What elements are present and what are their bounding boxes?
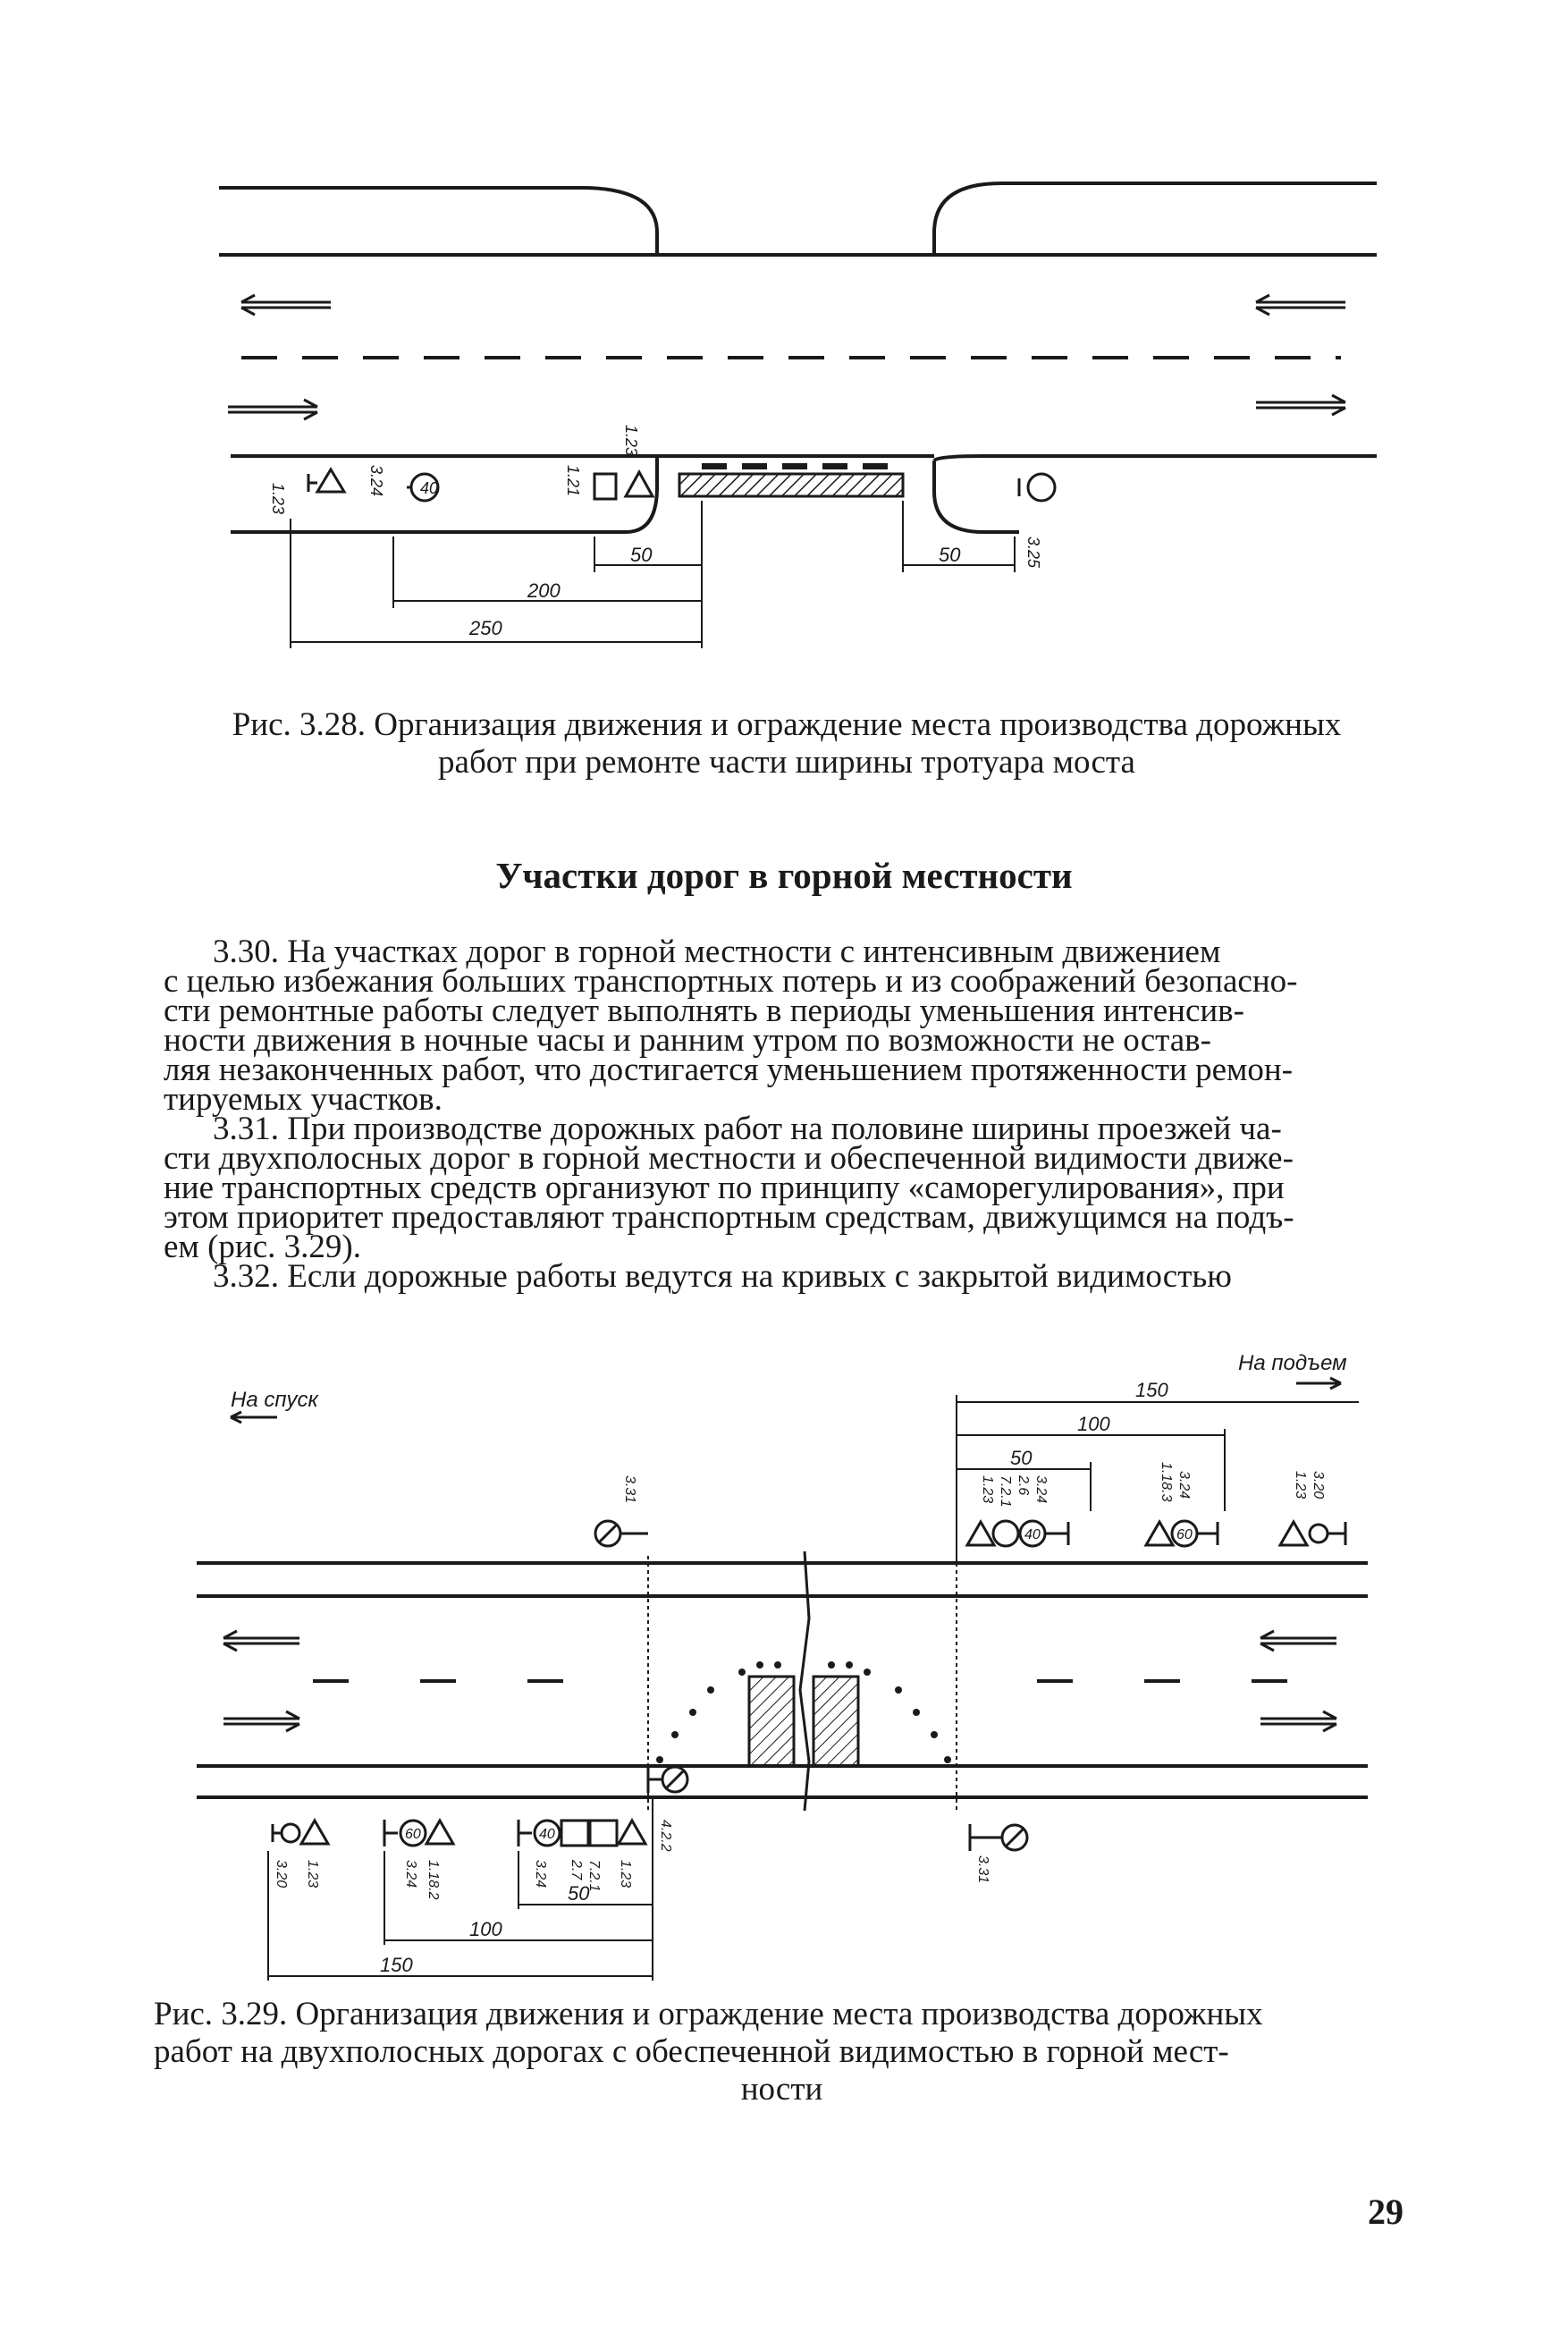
text-line: 3.31. При производстве дорожных работ на половине ширины проезжей ча-: [213, 1111, 1282, 1147]
svg-text:200: 200: [527, 579, 561, 602]
figure-3-28-caption: [152, 706, 1421, 782]
work-zone-right: [814, 1677, 858, 1766]
svg-text:3.24: 3.24: [403, 1860, 418, 1888]
text-line: ности движения в ночные часы и ранним утром по возможности не остав-: [164, 1022, 1211, 1059]
speed-limit-40: 40: [420, 479, 439, 497]
caption-line: работ на двухполосных дорогах с обеспеченной видимостью в горной мест-: [154, 2033, 1229, 2070]
dimension-labels: [468, 544, 961, 639]
work-zone-left: [749, 1677, 794, 1766]
svg-text:1.23: 1.23: [618, 1860, 633, 1888]
figure-3-29-caption: [154, 1996, 1410, 2108]
svg-text:250: 250: [469, 617, 502, 639]
svg-text:100: 100: [1077, 1413, 1110, 1435]
work-zone-hatched: [679, 474, 903, 496]
svg-text:1.21: 1.21: [564, 465, 582, 497]
svg-text:3.20: 3.20: [1311, 1471, 1326, 1500]
direction-up-label: На подъем: [1238, 1351, 1347, 1375]
direction-up-arrow: [1296, 1378, 1341, 1389]
svg-text:2.6: 2.6: [1016, 1475, 1031, 1496]
text-line: 3.30. На участках дорог в горной местности с интенсивным движением: [213, 934, 1221, 970]
text-line: с целью избежания больших транспортных потерь и из соображений безопасно-: [164, 963, 1298, 1000]
svg-text:1.23: 1.23: [305, 1860, 320, 1888]
svg-text:1.18.3: 1.18.3: [1159, 1462, 1174, 1502]
svg-text:3.31: 3.31: [622, 1475, 637, 1504]
svg-text:60: 60: [1176, 1527, 1193, 1542]
svg-text:60: 60: [405, 1827, 421, 1842]
svg-text:50: 50: [939, 544, 961, 566]
caption-line: Рис. 3.28. Организация движения и ограждение места производства дорожных: [232, 706, 1342, 743]
svg-text:3.31: 3.31: [975, 1855, 991, 1884]
svg-text:50: 50: [630, 544, 653, 566]
bottom-dimension-labels: [380, 1882, 590, 1976]
page-number: 29: [1368, 2192, 1404, 2232]
caption-line: ности: [740, 2071, 823, 2108]
svg-text:1.18.2: 1.18.2: [426, 1860, 441, 1900]
barrier-blocks: [702, 463, 888, 469]
svg-text:3.24: 3.24: [1033, 1475, 1049, 1504]
svg-text:2.7: 2.7: [569, 1860, 584, 1880]
text-line: ние транспортных средств организуют по принципу «саморегулирования», при: [164, 1170, 1285, 1206]
svg-text:100: 100: [469, 1918, 502, 1940]
text-line: ляя незаконченных работ, что достигается уменьшением протяженности ремон-: [164, 1052, 1294, 1088]
text-line: 3.32. Если дорожные работы ведутся на кривых с закрытой видимостью: [213, 1258, 1232, 1295]
top-signs: [595, 1521, 1345, 1546]
direction-down-label: На спуск: [231, 1388, 318, 1412]
section-heading: Участки дорог в горной местности: [495, 855, 1073, 896]
svg-text:3.24: 3.24: [533, 1860, 548, 1888]
svg-text:150: 150: [380, 1954, 413, 1976]
paragraph-3-32: [213, 1258, 1420, 1295]
svg-text:7.2.1: 7.2.1: [586, 1860, 602, 1892]
svg-text:150: 150: [1135, 1379, 1168, 1401]
paragraph-3-30: [164, 934, 1420, 1118]
text-line: этом приоритет предоставляют транспортным средствам, движущимся на подъ-: [164, 1199, 1294, 1236]
svg-text:7.2.1: 7.2.1: [998, 1475, 1013, 1508]
svg-text:1.23: 1.23: [269, 483, 287, 515]
svg-text:40: 40: [539, 1827, 555, 1842]
svg-text:1.23: 1.23: [622, 425, 640, 457]
svg-text:1.23: 1.23: [980, 1475, 995, 1504]
direction-down-arrow: [231, 1412, 277, 1423]
caption-line: работ при ремонте части ширины тротуара моста: [438, 744, 1135, 781]
top-dimension-labels: [1010, 1379, 1168, 1469]
svg-text:40: 40: [1024, 1527, 1041, 1542]
svg-text:3.25: 3.25: [1024, 537, 1042, 569]
svg-text:3.20: 3.20: [274, 1860, 289, 1888]
text-line: тируемых участков.: [164, 1081, 443, 1118]
break-line: [800, 1551, 809, 1811]
svg-text:3.24: 3.24: [1176, 1471, 1192, 1500]
text-line: сти двухполосных дорог в горной местности и обеспеченной видимости движе-: [164, 1140, 1294, 1177]
paragraph-3-31: [164, 1111, 1420, 1265]
svg-text:50: 50: [1010, 1447, 1033, 1469]
svg-text:4.2.2: 4.2.2: [658, 1820, 673, 1852]
figure-3-28-diagram: [0, 0, 1568, 680]
figure-3-29-diagram: [0, 1314, 1568, 1994]
text-line: сти ремонтные работы следует выполнять в периоды уменьшения интенсив-: [164, 993, 1244, 1029]
caption-line: Рис. 3.29. Организация движения и ограждение места производства дорожных: [154, 1996, 1263, 2032]
svg-text:1.23: 1.23: [1293, 1471, 1308, 1500]
bottom-signs: [273, 1766, 1027, 1851]
dimension-lines: [291, 501, 1015, 648]
svg-text:3.24: 3.24: [367, 465, 385, 497]
text-line: ем (рис. 3.29).: [164, 1229, 361, 1265]
svg-text:50: 50: [568, 1882, 590, 1905]
